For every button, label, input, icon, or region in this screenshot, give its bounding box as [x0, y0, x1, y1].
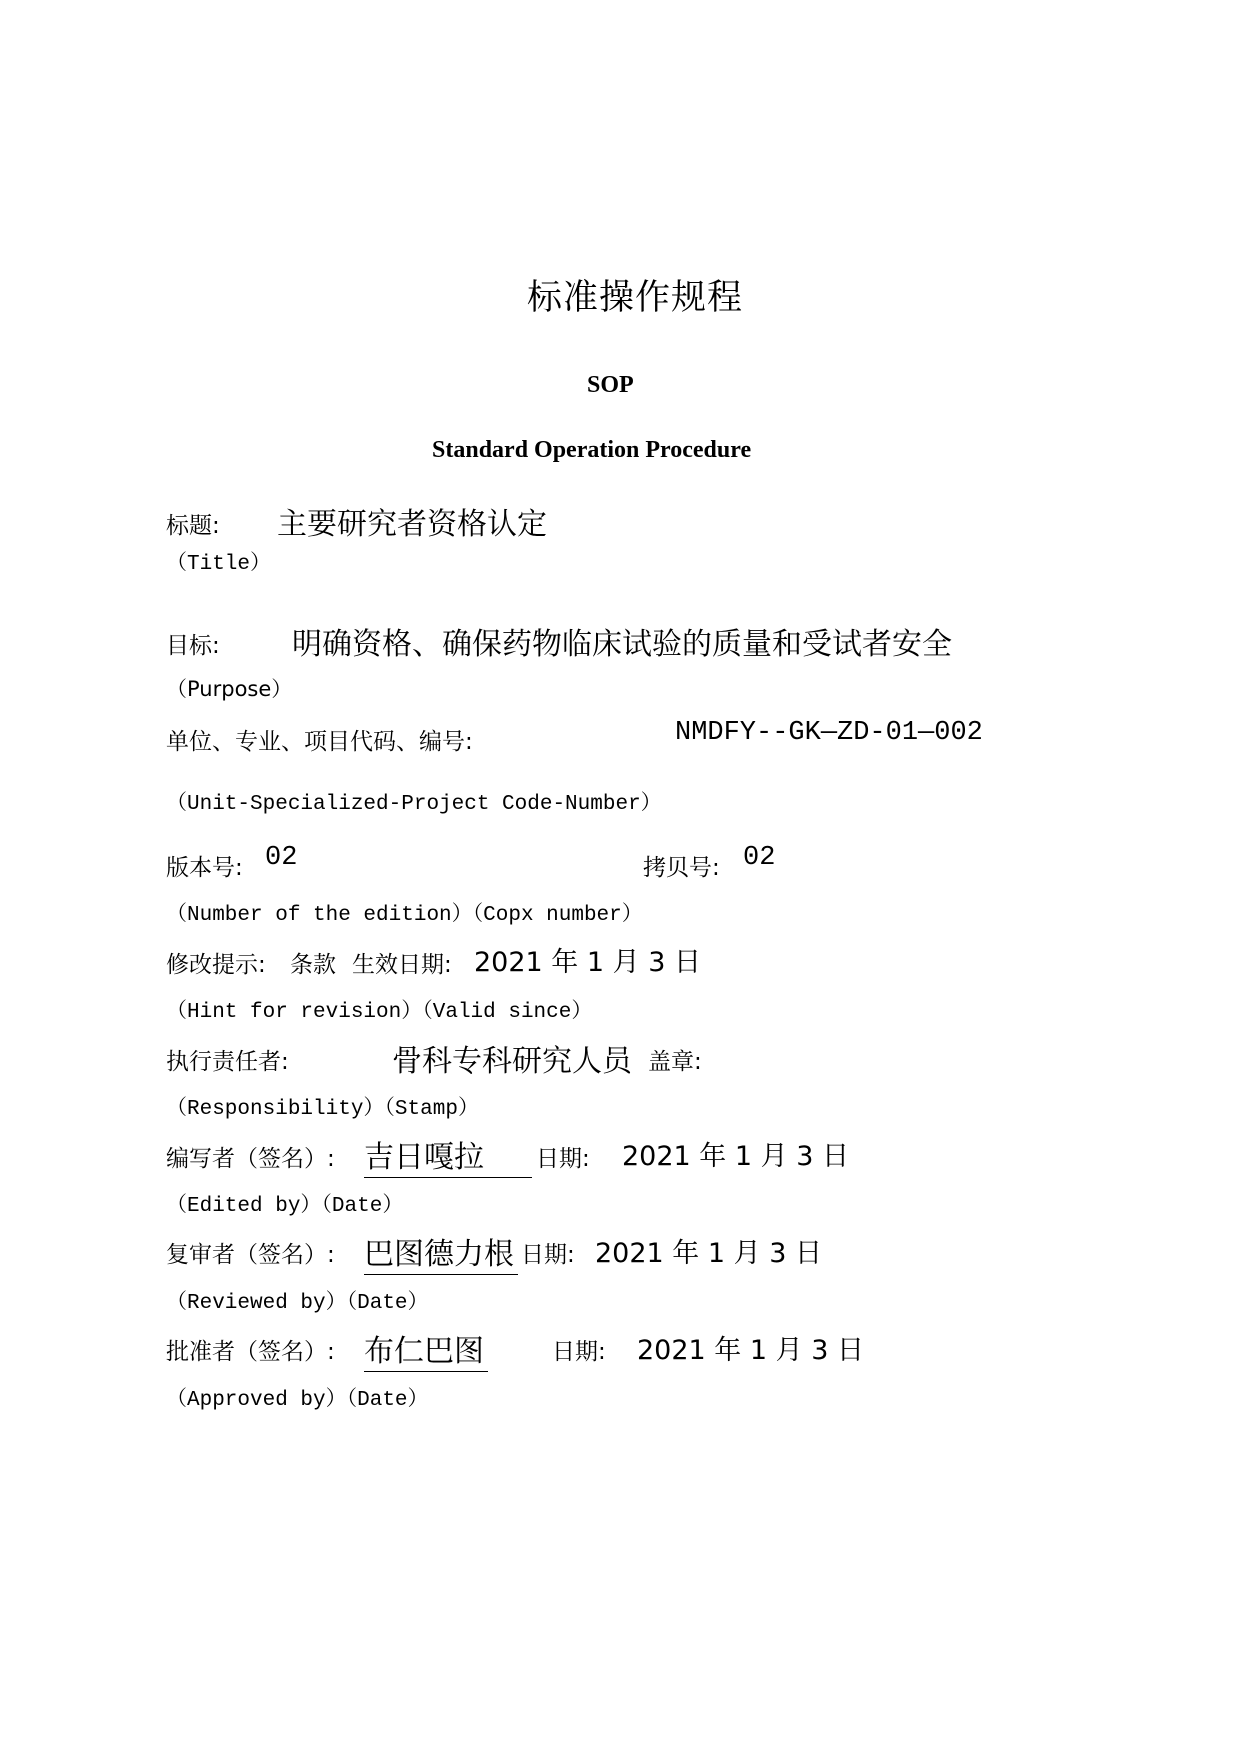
copy-value: 02 — [743, 843, 776, 873]
document-title: 标准操作规程 — [527, 278, 744, 318]
valid-since-label: 生效日期: — [352, 952, 452, 978]
title-label-en: （Title） — [166, 553, 272, 576]
responsibility-value: 骨科专科研究人员 — [392, 1044, 632, 1079]
title-label: 标题: — [166, 513, 220, 539]
edition-label: 版本号: — [166, 855, 243, 881]
purpose-label-en: （Purpose） — [166, 677, 293, 701]
reviewed-by-label-en: （Reviewed by）（Date） — [166, 1292, 429, 1315]
sop-heading: SOP — [587, 372, 634, 398]
revision-terms: 条款 — [290, 952, 336, 978]
approved-by-signature: 布仁巴图 — [364, 1326, 488, 1372]
reviewed-by-signature: 巴图德力根 — [364, 1229, 518, 1275]
responsibility-label-en: （Responsibility）（Stamp） — [166, 1098, 479, 1121]
edited-by-label-en: （Edited by）（Date） — [166, 1195, 404, 1218]
reviewed-by-label: 复审者（签名）: — [166, 1242, 335, 1268]
unit-code-value: NMDFY--GK—ZD-01—002 — [675, 718, 983, 748]
valid-since-date: 2021 年 1 月 3 日 — [474, 947, 701, 978]
title-value: 主要研究者资格认定 — [277, 507, 547, 542]
edited-date-value: 2021 年 1 月 3 日 — [622, 1141, 849, 1172]
reviewed-date-label: 日期: — [521, 1242, 575, 1268]
edition-label-en: （Number of the edition）（Copx number） — [166, 904, 643, 927]
stamp-label: 盖章: — [648, 1049, 702, 1075]
copy-label: 拷贝号: — [643, 855, 720, 881]
approved-date-label: 日期: — [552, 1339, 606, 1365]
unit-label-en: （Unit-Specialized-Project Code-Number） — [166, 793, 662, 816]
english-title: Standard Operation Procedure — [432, 437, 752, 463]
approved-date-value: 2021 年 1 月 3 日 — [637, 1335, 864, 1366]
edited-date-label: 日期: — [536, 1146, 590, 1172]
unit-label: 单位、专业、项目代码、编号: — [166, 729, 473, 755]
reviewed-date-value: 2021 年 1 月 3 日 — [595, 1238, 822, 1269]
approved-by-label: 批准者（签名）: — [166, 1339, 335, 1365]
responsibility-label: 执行责任者: — [166, 1049, 289, 1075]
edited-by-label: 编写者（签名）: — [166, 1146, 335, 1172]
edition-value: 02 — [265, 843, 298, 873]
purpose-label: 目标: — [166, 633, 220, 659]
approved-by-label-en: （Approved by）（Date） — [166, 1389, 429, 1412]
revision-label-en: （Hint for revision）（Valid since） — [166, 1001, 593, 1024]
purpose-value: 明确资格、确保药物临床试验的质量和受试者安全 — [292, 627, 952, 662]
edited-by-signature: 吉日嘎拉 — [364, 1132, 532, 1178]
revision-label: 修改提示: — [166, 952, 266, 978]
